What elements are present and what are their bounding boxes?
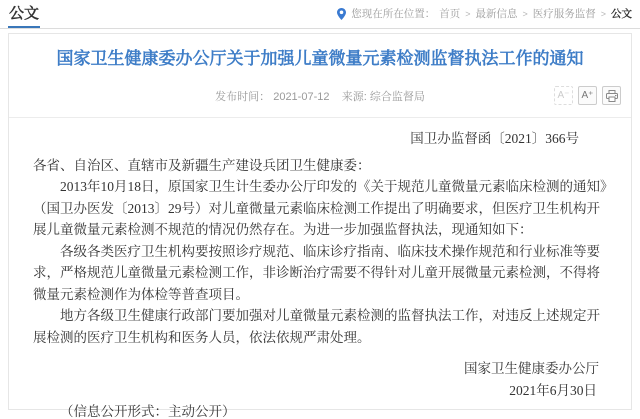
breadcrumb-medical-service-supervision[interactable]: 医疗服务监督 [532, 8, 596, 20]
font-smaller-button[interactable]: A⁻ [554, 86, 573, 105]
breadcrumb-latest-info[interactable]: 最新信息 [475, 8, 518, 20]
font-larger-button[interactable]: A⁺ [578, 86, 597, 105]
publish-time-label: 发布时间： [215, 91, 271, 103]
breadcrumb-separator: > [522, 8, 528, 19]
breadcrumb-home[interactable]: 首页 [439, 8, 461, 20]
breadcrumb [337, 6, 632, 28]
signature-org: 国家卫生健康委办公厅 [464, 361, 599, 376]
article-title: 国家卫生健康委办公厅关于加强儿童微量元素检测监督执法工作的通知 [56, 49, 584, 68]
page-title: 公文 [8, 5, 40, 28]
breadcrumb-separator: > [600, 8, 606, 19]
source-value: 综合监督局 [369, 91, 425, 103]
breadcrumb-prefix: 您现在所在位置： [351, 8, 436, 20]
document-body [9, 118, 631, 419]
breadcrumb-separator: > [465, 8, 471, 19]
breadcrumb-current: 公文 [611, 8, 632, 20]
disclosure-note: （信息公开形式：主动公开） [60, 404, 236, 419]
location-pin-icon [337, 8, 346, 20]
source-label: 来源: [341, 91, 367, 103]
paragraph-requirement-institutions: 各级各类医疗卫生机构要按照诊疗规范、临床诊疗指南、临床技术操作规范和行业标准等要求，严格规范儿童微量元素检测工作，非诊断治疗需要不得针对儿童开展微量元素检测，不得将微量元素检测作为体检等普查项目。 [33, 243, 600, 302]
paragraph-requirement-authorities: 地方各级卫生健康行政部门要加强对儿童微量元素检测的监督执法工作，对违反上述规定开展检测的医疗卫生机构和医务人员，依法依规严肃处理。 [33, 308, 600, 345]
article-meta-row [9, 88, 631, 118]
signature-date: 2021年6月30日 [509, 382, 597, 398]
article-container [8, 33, 632, 419]
topbar [0, 0, 640, 29]
publish-time-value: 2021-07-12 [273, 91, 330, 103]
signature-block [33, 358, 607, 401]
publish-meta [215, 91, 425, 103]
paragraph-salutation: 各省、自治区、直辖市及新疆生产建设兵团卫生健康委： [33, 157, 371, 173]
document-number: 国卫办监督函〔2021〕366号 [410, 131, 579, 146]
paragraph-background: 2013年10月18日，原国家卫生计生委办公厅印发的《关于规范儿童微量元素临床检测的通知》（国卫办医发〔2013〕29号）对儿童微量元素临床检测工作提出了明确要求，但医疗卫生机构开展儿童微量元素检测不规范的情况仍然存在。为进一步加强监督执法，现通知如下： [33, 179, 607, 237]
print-button[interactable] [602, 86, 621, 105]
printer-icon [606, 90, 618, 102]
article-tools [554, 86, 621, 105]
